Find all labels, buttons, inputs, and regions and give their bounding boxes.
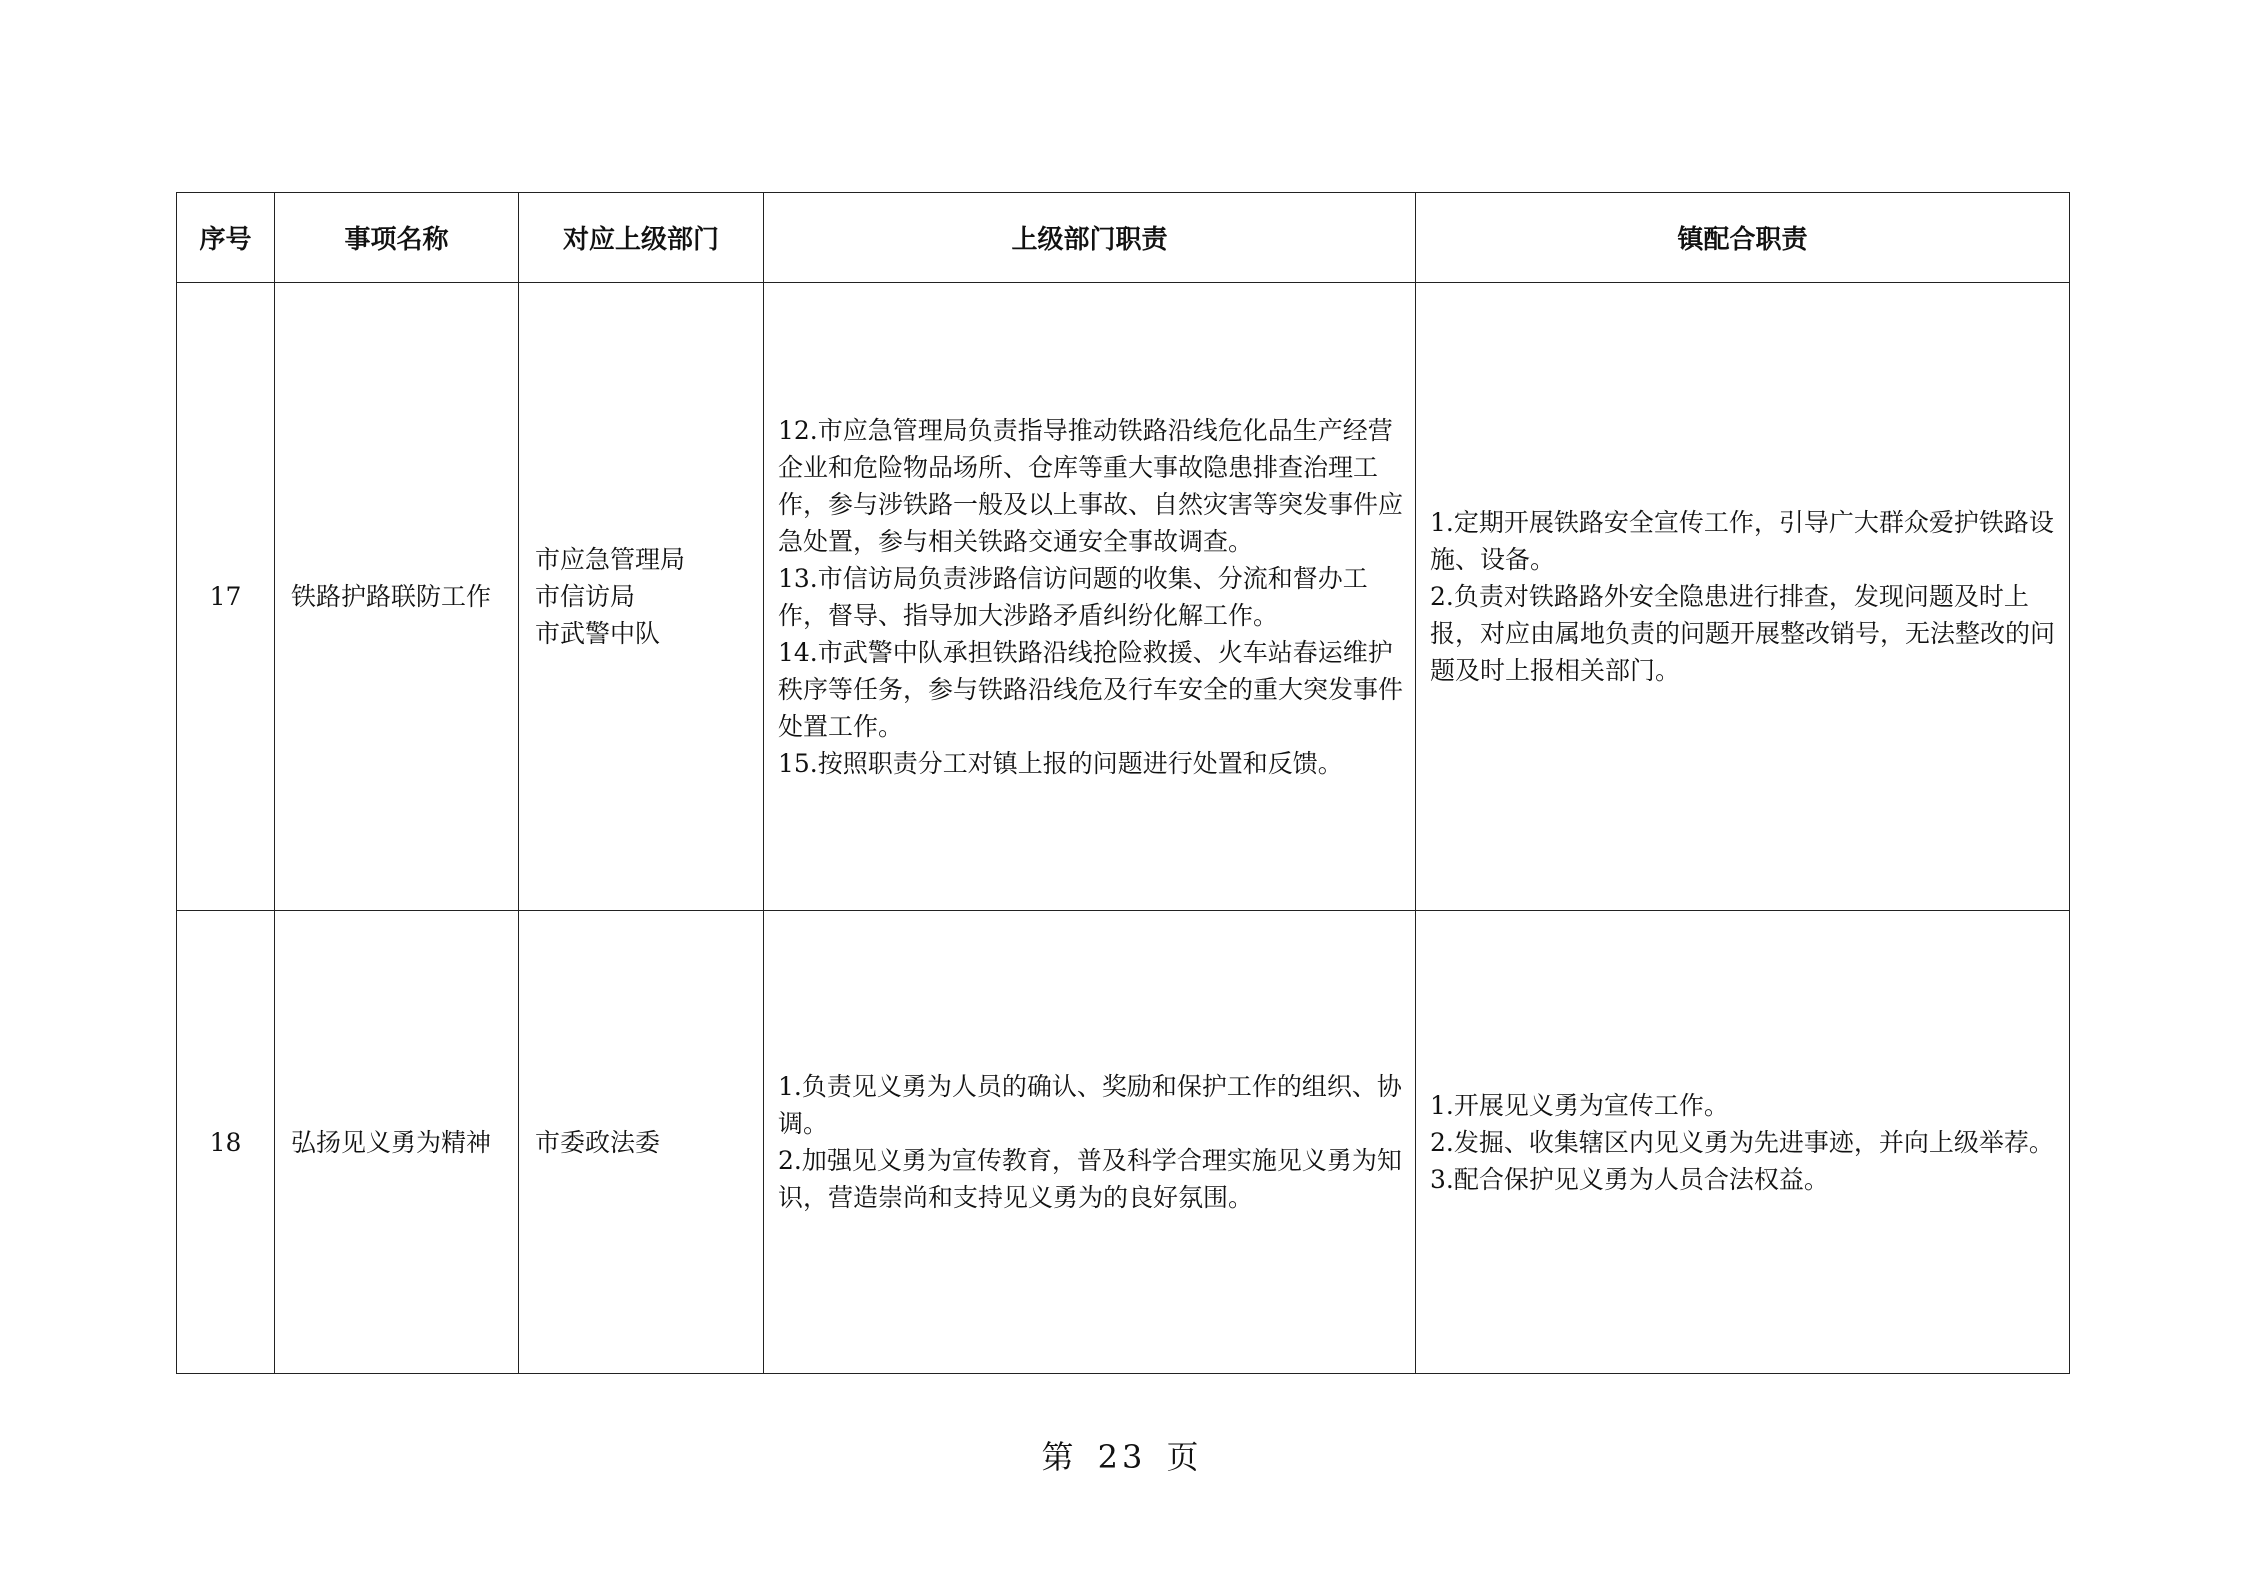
header-superior-department: 对应上级部门 (519, 193, 764, 283)
page-prefix: 第 (1041, 1438, 1078, 1476)
row-seq: 18 (177, 911, 275, 1374)
duty-entry: 2.加强见义勇为宣传教育，普及科学合理实施见义勇为知识，营造崇尚和支持见义勇为的良好氛围。 (778, 1146, 1402, 1212)
row-departments (519, 283, 764, 911)
page-number-value: 23 (1097, 1438, 1147, 1476)
duties-table (176, 192, 2070, 1374)
row-departments (519, 911, 764, 1374)
duty-entry: 15.按照职责分工对镇上报的问题进行处置和反馈。 (778, 748, 1343, 778)
row-superior-duties (764, 911, 1416, 1374)
table-header-row (177, 193, 2070, 283)
duty-entry: 12.市应急管理局负责指导推动铁路沿线危化品生产经营企业和危险物品场所、仓库等重大事故隐患排查治理工作，参与涉铁路一般及以上事故、自然灾害等突发事件应急处置，参与相关铁路交通安全事故调查。 (778, 415, 1404, 556)
department-entry: 市委政法委 (535, 1127, 661, 1157)
table-row (177, 283, 2070, 911)
header-superior-duties: 上级部门职责 (764, 193, 1416, 283)
duty-entry: 14.市武警中队承担铁路沿线抢险救援、火车站春运维护秩序等任务，参与铁路沿线危及行车安全的重大突发事件处置工作。 (778, 637, 1404, 741)
row-item-name: 弘扬见义勇为精神 (275, 911, 519, 1374)
row-superior-duties (764, 283, 1416, 911)
town-duty-entry: 3.配合保护见义勇为人员合法权益。 (1430, 1164, 1829, 1194)
row-town-duties (1416, 283, 2070, 911)
table-row (177, 911, 2070, 1374)
duty-entry: 1.负责见义勇为人员的确认、奖励和保护工作的组织、协调。 (778, 1072, 1402, 1138)
duty-entry: 13.市信访局负责涉路信访问题的收集、分流和督办工作，督导、指导加大涉路矛盾纠纷化解工作。 (778, 563, 1368, 630)
row-item-name: 铁路护路联防工作 (275, 283, 519, 911)
town-duty-entry: 1.定期开展铁路安全宣传工作，引导广大群众爱护铁路设施、设备。 (1430, 508, 2054, 574)
header-item-name: 事项名称 (275, 193, 519, 283)
header-town-duties: 镇配合职责 (1416, 193, 2070, 283)
page-number (0, 1432, 2244, 1478)
department-entry: 市应急管理局 (535, 545, 686, 574)
town-duty-entry: 2.发掘、收集辖区内见义勇为先进事迹，并向上级举荐。 (1430, 1127, 2054, 1157)
town-duty-entry: 2.负责对铁路路外安全隐患进行排查，发现问题及时上报，对应由属地负责的问题开展整改销号，无法整改的问题及时上报相关部门。 (1430, 582, 2056, 685)
row-seq: 17 (177, 283, 275, 911)
department-entry: 市信访局 (535, 582, 636, 611)
row-town-duties (1416, 911, 2070, 1374)
header-seq: 序号 (177, 193, 275, 283)
page-suffix: 页 (1166, 1438, 1203, 1476)
town-duty-entry: 1.开展见义勇为宣传工作。 (1430, 1090, 1729, 1120)
department-entry: 市武警中队 (535, 619, 661, 648)
